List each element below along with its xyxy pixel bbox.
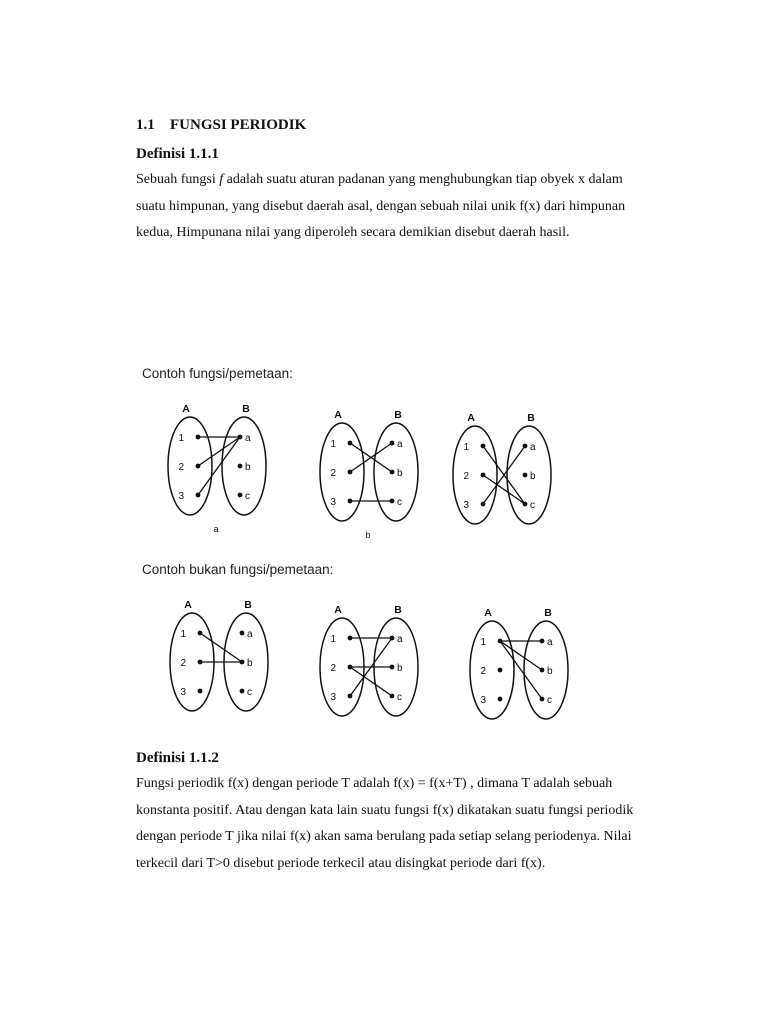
nonfn-diagram-3-arrow-1-c [500, 641, 542, 699]
fn-diagram-2-set-b-label: B [394, 409, 402, 421]
fn-diagram-1-arrow-3-a [198, 437, 240, 495]
nonfn-diagram-1-codomain-point-a [240, 631, 245, 636]
nonfn-diagram-2-codomain-label-a: a [397, 634, 403, 645]
fn-diagram-2-domain-label-3: 3 [330, 497, 336, 508]
nonfn-diagram-1-codomain-label-c: c [247, 687, 252, 698]
fn-diagram-1-domain-label-3: 3 [178, 491, 184, 502]
nonfn-diagram-1-codomain-label-b: b [247, 658, 253, 669]
nonfn-diagram-3-domain-label-1: 1 [480, 637, 486, 648]
fn-diagram-1-domain-label-1: 1 [178, 433, 184, 444]
nonfn-diagram-3-set-a-label: A [484, 607, 492, 619]
fn-diagram-2-domain-ellipse [320, 423, 364, 521]
nonfn-diagram-2-codomain-label-b: b [397, 663, 403, 674]
fn-diagram-3-domain-label-3: 3 [463, 500, 469, 511]
nonfn-diagram-1-set-a-label: A [184, 599, 192, 611]
definition-1-line-1: Sebuah fungsi f adalah suatu aturan padanan yang menghubungkan tiap obyek x dalam [136, 172, 623, 187]
nonfn-diagram-3-domain-point-3 [498, 697, 503, 702]
nonfn-diagram-2-domain-label-2: 2 [330, 663, 336, 674]
fn-diagram-3-codomain-label-c: c [530, 500, 535, 511]
definition-2-text [136, 771, 676, 877]
fn-diagram-2-codomain-label-c: c [397, 497, 402, 508]
fn-diagram-2-codomain-label-b: b [397, 468, 403, 479]
nonfn-diagram-3-domain-ellipse [470, 621, 514, 719]
definition-1-line-2: suatu himpunan, yang disebut daerah asal, dengan sebuah nilai unik f(x) dari himpunan [136, 198, 626, 214]
nonfn-diagram-3-set-b-label: B [544, 607, 552, 619]
section-number: 1.1 [136, 117, 155, 133]
definition-2-line-3: dengan periode T jika nilai f(x) akan sama berulang pada setiap selang periodenya. Nilai [136, 829, 632, 844]
fn-diagram-1-domain-ellipse [168, 417, 212, 515]
nonfn-diagram-2-arrow-2-c [350, 667, 392, 696]
definition-1-line-3: kedua, Himpunana nilai yang diperoleh secara demikian disebut daerah hasil. [136, 225, 570, 240]
fn-diagram-3-codomain-label-a: a [530, 442, 536, 453]
nonfn-diagram-1-domain-point-3 [198, 689, 203, 694]
fn-diagram-3-codomain-point-b [523, 473, 528, 478]
definition-2-line-4: terkecil dari T>0 disebut periode terkecil atau disingkat periode dari f(x). [136, 855, 546, 871]
fn-diagram-1-set-a-label: A [182, 403, 190, 415]
nonfn-diagram-2-domain-label-1: 1 [330, 634, 336, 645]
nonfn-diagram-1-domain-label-2: 2 [180, 658, 186, 669]
nonfn-diagram-3-domain-label-2: 2 [480, 666, 486, 677]
fn-diagram-1-codomain-point-c [238, 493, 243, 498]
function-examples-caption: Contoh fungsi/pemetaan: [142, 366, 293, 381]
nonfn-diagram-2-domain-label-3: 3 [330, 692, 336, 703]
fn-diagram-2-codomain-label-a: a [397, 439, 403, 450]
fn-diagram-2-domain-label-1: 1 [330, 439, 336, 450]
nonfn-diagram-1-set-b-label: B [244, 599, 252, 611]
fn-diagram-1-codomain-label-c: c [245, 491, 250, 502]
nonfn-diagram-2-set-b-label: B [394, 604, 402, 616]
nonfn-diagram-3-codomain-label-c: c [547, 695, 552, 706]
nonfn-diagram-1-domain-label-3: 3 [180, 687, 186, 698]
nonfn-diagram-3-domain-point-2 [498, 668, 503, 673]
fn-diagram-1-codomain-point-b [238, 464, 243, 469]
fn-diagram-1-codomain-ellipse [222, 417, 266, 515]
fn-diagram-2-domain-label-2: 2 [330, 468, 336, 479]
nonfn-diagram-3-codomain-label-a: a [547, 637, 553, 648]
fn-diagram-3-codomain-ellipse [507, 426, 551, 524]
nonfn-diagram-3-arrow-1-b [500, 641, 542, 670]
nonfn-diagram-1-arrow-1-b [200, 633, 242, 662]
fn-diagram-2-sublabel: b [365, 530, 371, 540]
definition-2-line-1: Fungsi periodik f(x) dengan periode T adalah f(x) = f(x+T) , dimana T adalah sebuah [136, 776, 613, 791]
definition-2-title: Definisi 1.1.2 [136, 750, 219, 766]
non-function-examples-caption: Contoh bukan fungsi/pemetaan: [142, 562, 334, 577]
fn-diagram-3-arrow-2-c [483, 475, 525, 504]
section-title: FUNGSI PERIODIK [170, 117, 307, 133]
fn-diagram-3-set-a-label: A [467, 412, 475, 424]
nonfn-diagram-3-codomain-label-b: b [547, 666, 553, 677]
fn-diagram-3-domain-label-1: 1 [463, 442, 469, 453]
fn-diagram-3-codomain-label-b: b [530, 471, 536, 482]
nonfn-diagram-1-domain-label-1: 1 [180, 629, 186, 640]
nonfn-diagram-2-set-a-label: A [334, 604, 342, 616]
definition-1-title: Definisi 1.1.1 [136, 146, 219, 162]
nonfn-diagram-1-codomain-point-c [240, 689, 245, 694]
fn-diagram-1-domain-label-2: 2 [178, 462, 184, 473]
fn-diagram-2-codomain-ellipse [374, 423, 418, 521]
fn-diagram-3-domain-label-2: 2 [463, 471, 469, 482]
nonfn-diagram-2-codomain-label-c: c [397, 692, 402, 703]
nonfn-diagram-1-codomain-label-a: a [247, 629, 253, 640]
fn-diagram-1-set-b-label: B [242, 403, 250, 415]
fn-diagram-1-arrow-2-a [198, 437, 240, 466]
fn-diagram-2-set-a-label: A [334, 409, 342, 421]
fn-diagram-1-sublabel: a [213, 524, 219, 534]
nonfn-diagram-3-codomain-ellipse [524, 621, 568, 719]
fn-diagram-3-domain-ellipse [453, 426, 497, 524]
fn-diagram-1-codomain-label-b: b [245, 462, 251, 473]
nonfn-diagram-3-domain-label-3: 3 [480, 695, 486, 706]
definition-2-line-2: konstanta positif. Atau dengan kata lain suatu fungsi f(x) dikatakan suatu fungsi periodik [136, 802, 634, 818]
fn-diagram-3-set-b-label: B [527, 412, 535, 424]
fn-diagram-1-codomain-label-a: a [245, 433, 251, 444]
